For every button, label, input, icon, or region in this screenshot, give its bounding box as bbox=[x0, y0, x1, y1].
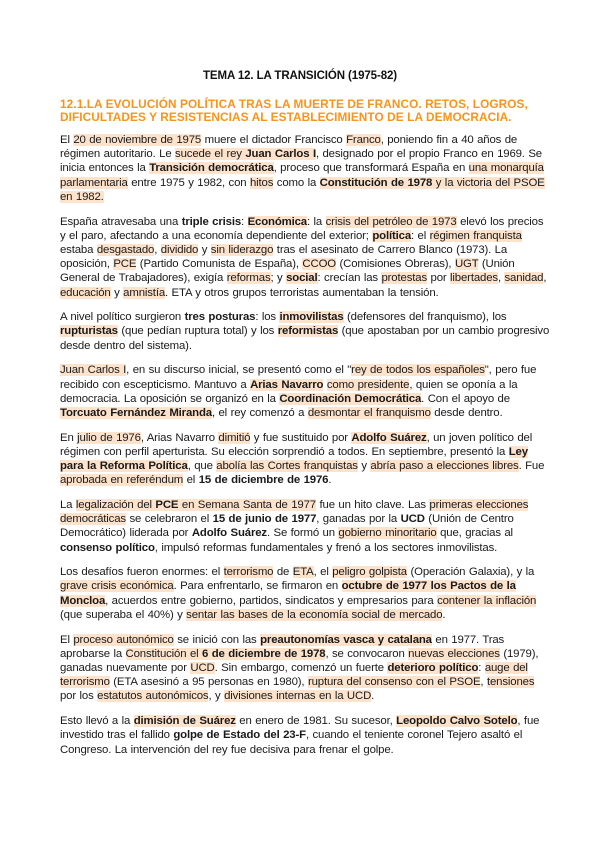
text-run: por bbox=[427, 272, 451, 285]
text-run: en 1977. Tras aprobarse la bbox=[60, 633, 505, 660]
text-run: , y bbox=[208, 690, 225, 703]
text-run: El bbox=[60, 633, 74, 646]
highlighted-text: julio de 1976 bbox=[77, 431, 141, 444]
highlighted-text: deterioro político bbox=[387, 662, 479, 674]
highlighted-text: Transición democrática bbox=[149, 162, 274, 175]
text-run: , el bbox=[313, 566, 333, 579]
highlighted-text: Franco bbox=[346, 134, 381, 146]
highlighted-text: PCE bbox=[155, 498, 179, 511]
highlighted-text: sucede el rey bbox=[175, 148, 246, 161]
text-run: (que pedían ruptura total) y los bbox=[117, 325, 278, 338]
text-run: Esto llevó a la bbox=[60, 715, 134, 728]
highlighted-text: proceso autonómico bbox=[73, 633, 174, 646]
text-run: como la bbox=[273, 176, 320, 189]
bold-text: triple crisis bbox=[181, 215, 242, 228]
text-run: , impulsó reformas fundamentales y frenó a los sectores inmovilistas. bbox=[154, 541, 498, 554]
text-run: que, gracias al bbox=[436, 527, 513, 540]
highlighted-text: hitos bbox=[249, 176, 274, 189]
bold-text: consenso político bbox=[60, 541, 155, 554]
section-heading: 12.1.LA EVOLUCIÓN POLÍTICA TRAS LA MUERTE DE FRANCO. RETOS, LOGROS, DIFICULTADES Y RESISTENCIAS AL ESTABLECIMIENTO DE LA DEMOCRACIA. bbox=[60, 97, 528, 124]
highlighted-text: reformas bbox=[226, 272, 271, 285]
highlighted-text: gobierno minoritario bbox=[338, 527, 437, 540]
text-run: (defensores del franquismo), los bbox=[343, 311, 507, 324]
highlighted-text: una monarquía parlamentaria bbox=[60, 162, 544, 189]
text-run: . Para enfrentarlo, se firmaron en bbox=[173, 580, 342, 593]
text-run: , designado por el propio Franco en 1969. Se inicia entonces la bbox=[60, 148, 542, 175]
text-run: . bbox=[442, 608, 446, 621]
highlighted-text: Arias Navarro bbox=[250, 378, 324, 391]
text-run: : bbox=[241, 215, 248, 228]
text-run: En bbox=[60, 431, 78, 444]
text-run: , cuando el teniente coronel Tejero asaltó el Congreso. La intervención del rey fue decisiva para frenar el golpe. bbox=[60, 729, 523, 756]
text-run: elevó los precios y el paro, afectando a una economía dependiente del exterior; bbox=[60, 215, 544, 242]
highlighted-text: grave crisis económica bbox=[60, 580, 174, 593]
text-run: ", pero fue recibido con escepticismo. Mantuvo a bbox=[60, 364, 537, 391]
highlighted-text: peligro golpista bbox=[332, 566, 407, 579]
text-run: : el bbox=[411, 229, 430, 242]
text-run: , que bbox=[187, 460, 217, 473]
highlighted-text: UCD bbox=[190, 662, 215, 674]
highlighted-text: política bbox=[372, 229, 412, 242]
text-run: tras el asesinato de Carrero Blanco (1973). La oposición, bbox=[60, 243, 508, 271]
bold-text: golpe de Estado del 23-F bbox=[173, 729, 306, 742]
text-run: muere el dictador Francisco bbox=[201, 134, 347, 146]
highlighted-text: dimitió bbox=[218, 431, 251, 444]
text-run: (Comisiones Obreras), bbox=[336, 258, 455, 271]
highlighted-text: preautonomías vasca y catalana bbox=[260, 633, 432, 646]
paragraph bbox=[60, 215, 550, 300]
highlighted-text: contener la inflación bbox=[437, 594, 537, 607]
text-run: , el rey comenzó a bbox=[211, 406, 308, 419]
text-run: , fue investido tras el fallido bbox=[60, 715, 540, 742]
text-run: A nivel político surgieron bbox=[60, 311, 185, 324]
highlighted-text: 6 de diciembre de 1978 bbox=[202, 647, 326, 660]
text-run: (Partido Comunista de España), bbox=[136, 258, 303, 271]
text-run: : la bbox=[307, 215, 326, 228]
highlighted-text: divisiones internas en la UCD bbox=[224, 690, 372, 703]
paragraph bbox=[60, 133, 550, 204]
highlighted-text: Juan Carlos I bbox=[245, 148, 316, 161]
highlighted-text: reformistas bbox=[277, 325, 339, 338]
text-run: El bbox=[60, 134, 74, 146]
text-run: por los bbox=[60, 690, 98, 703]
document-body bbox=[60, 133, 550, 767]
highlighted-text: auge del terrorismo bbox=[60, 662, 528, 689]
text-run: en enero de 1981. Su sucesor, bbox=[235, 715, 397, 728]
text-run: y bbox=[198, 243, 211, 256]
highlighted-text: abolía las Cortes franquistas bbox=[216, 460, 358, 473]
highlighted-text: nuevas elecciones bbox=[408, 647, 500, 660]
bold-text: 15 de junio de 1977 bbox=[212, 513, 317, 526]
highlighted-text: rey de todos los españoles bbox=[351, 364, 485, 377]
paragraph bbox=[60, 714, 550, 757]
bold-text: 15 de diciembre de 1976 bbox=[198, 474, 329, 487]
text-run: España atravesaba una bbox=[60, 215, 182, 228]
text-run: , bbox=[543, 272, 547, 285]
paragraph bbox=[60, 633, 550, 704]
highlighted-text: crisis del petróleo de 1973 bbox=[325, 215, 457, 228]
highlighted-text: terrorismo bbox=[223, 566, 274, 579]
text-run: . Se formó un bbox=[266, 527, 339, 540]
highlighted-text: Juan Carlos I bbox=[60, 364, 127, 377]
text-run: , quien se oponía a la democracia. La oposición se organizó en la bbox=[60, 378, 518, 405]
text-run: : bbox=[478, 662, 485, 674]
highlighted-text: y la victoria del PSOE en 1982. bbox=[60, 176, 545, 203]
highlighted-text: sanidad bbox=[504, 272, 544, 285]
text-run: , un joven político del régimen con perfil aperturista. Su elección sorprendió a todos. En septiembre, presentó la bbox=[60, 431, 533, 458]
text-run: (Operación Galaxia), y la bbox=[406, 566, 535, 579]
highlighted-text: Constitución el bbox=[125, 647, 203, 660]
text-run: (1979), ganadas nuevamente por bbox=[60, 647, 539, 674]
highlighted-text: dimisión de Suárez bbox=[133, 715, 236, 728]
text-run: y fue sustituido por bbox=[250, 431, 352, 444]
text-run: (que superaba el 40%) y bbox=[60, 608, 187, 621]
text-run: de bbox=[273, 566, 293, 579]
paragraph bbox=[60, 565, 550, 622]
text-run: se inició con las bbox=[173, 633, 261, 646]
highlighted-text: Constitución de 1978 bbox=[319, 176, 433, 189]
text-run: , poniendo fin a 40 años de régimen autoritario. Le bbox=[60, 134, 518, 161]
text-run: , bbox=[480, 676, 487, 689]
highlighted-text: legalización del bbox=[75, 498, 156, 511]
highlighted-text: inmovilistas bbox=[279, 311, 344, 324]
bold-text: UCD bbox=[400, 513, 425, 526]
highlighted-text: régimen franquista bbox=[429, 229, 522, 242]
text-run: , en su discurso inicial, se presentó como el " bbox=[126, 364, 352, 377]
text-run: , acuerdos entre gobierno, partidos, sindicatos y empresarios para bbox=[105, 594, 438, 607]
highlighted-text: dividido bbox=[160, 243, 199, 256]
highlighted-text: UGT bbox=[454, 258, 479, 271]
highlighted-text: sentar las bases de la economía social de mercado bbox=[186, 608, 443, 621]
text-run: . Con el apoyo de bbox=[421, 392, 510, 405]
highlighted-text: rupturistas bbox=[60, 325, 118, 338]
text-run: , bbox=[154, 243, 161, 256]
highlighted-text: libertades bbox=[450, 272, 498, 285]
bold-text: tres posturas bbox=[184, 311, 256, 324]
highlighted-text: CCOO bbox=[302, 258, 336, 271]
text-run: entre 1975 y 1982, con bbox=[127, 176, 250, 189]
text-run: estaba bbox=[60, 243, 97, 256]
paragraph bbox=[60, 431, 550, 488]
highlighted-text: aprobada en referéndum bbox=[60, 474, 184, 487]
text-run: se celebraron el bbox=[125, 513, 213, 526]
paragraph bbox=[60, 310, 550, 353]
highlighted-text: 20 de noviembre de 1975 bbox=[73, 134, 202, 146]
text-run: (Unión General de Trabajadores), exigía bbox=[60, 258, 515, 285]
text-run: (que apostaban por un cambio progresivo desde dentro del sistema). bbox=[60, 325, 550, 352]
text-run: y bbox=[357, 460, 371, 473]
highlighted-text: primeras elecciones democráticas bbox=[60, 498, 529, 526]
highlighted-text: desgastado bbox=[96, 243, 155, 256]
document-title: TEMA 12. LA TRANSICIÓN (1975-82) bbox=[202, 70, 398, 82]
text-run: : los bbox=[255, 311, 280, 324]
paragraph bbox=[60, 363, 550, 420]
text-run: Los desafíos fueron enormes: el bbox=[60, 566, 224, 579]
highlighted-text: desmontar el franquismo bbox=[307, 406, 431, 419]
text-run: ; y bbox=[270, 272, 287, 285]
highlighted-text: ETA bbox=[292, 566, 314, 579]
text-run: La bbox=[60, 498, 76, 511]
highlighted-text: en Semana Santa de 1977 bbox=[178, 498, 316, 511]
highlighted-text: abría paso a elecciones libres bbox=[370, 460, 519, 473]
highlighted-text: PCE bbox=[113, 258, 137, 271]
highlighted-text: Económica bbox=[247, 215, 307, 228]
text-run: fue un hito clave. Las bbox=[316, 498, 430, 511]
text-run: , ganadas por la bbox=[316, 513, 401, 526]
highlighted-text: Ley para la Reforma Política bbox=[60, 445, 528, 473]
text-run: (ETA asesinó a 95 personas en 1980), bbox=[109, 676, 308, 689]
text-run: . bbox=[328, 474, 332, 487]
highlighted-text: educación bbox=[60, 286, 111, 299]
highlighted-text: social bbox=[286, 272, 318, 285]
text-run: y bbox=[110, 286, 124, 299]
text-run: , proceso que transformará España en bbox=[273, 162, 469, 175]
highlighted-text: tensiones bbox=[486, 676, 535, 689]
text-run: . ETA y otros grupos terroristas aumentaban la tensión. bbox=[165, 286, 439, 299]
highlighted-text: octubre de 1977 los Pactos de la Moncloa bbox=[60, 580, 516, 607]
text-run: . Fue bbox=[518, 460, 545, 473]
text-run: , Arias Navarro bbox=[140, 431, 219, 444]
text-run: , bbox=[497, 272, 505, 285]
text-run: , se convocaron bbox=[325, 647, 409, 660]
text-run: el bbox=[183, 474, 199, 487]
highlighted-text: amnistía bbox=[123, 286, 166, 299]
highlighted-text: protestas bbox=[381, 272, 427, 285]
highlighted-text: Adolfo Suárez bbox=[351, 431, 427, 444]
highlighted-text: Coordinación Democrática bbox=[279, 392, 422, 405]
highlighted-text: como presidente bbox=[326, 378, 410, 391]
text-run: desde dentro. bbox=[430, 406, 503, 419]
highlighted-text: Leopoldo Calvo Sotelo bbox=[396, 715, 518, 728]
text-run: (Unión de Centro Democrático) liderada por bbox=[60, 513, 514, 540]
text-run: . Sin embargo, comenzó un fuerte bbox=[214, 662, 388, 674]
highlighted-text: ruptura del consenso con el PSOE bbox=[307, 676, 481, 689]
paragraph bbox=[60, 498, 550, 555]
highlighted-text: estatutos autonómicos bbox=[97, 690, 209, 703]
bold-text: Adolfo Suárez bbox=[191, 527, 267, 540]
text-run: . bbox=[371, 690, 375, 703]
highlighted-text: sin liderazgo bbox=[210, 243, 274, 256]
highlighted-text: Torcuato Fernández Miranda bbox=[60, 406, 212, 419]
text-run: : crecían las bbox=[317, 272, 382, 285]
